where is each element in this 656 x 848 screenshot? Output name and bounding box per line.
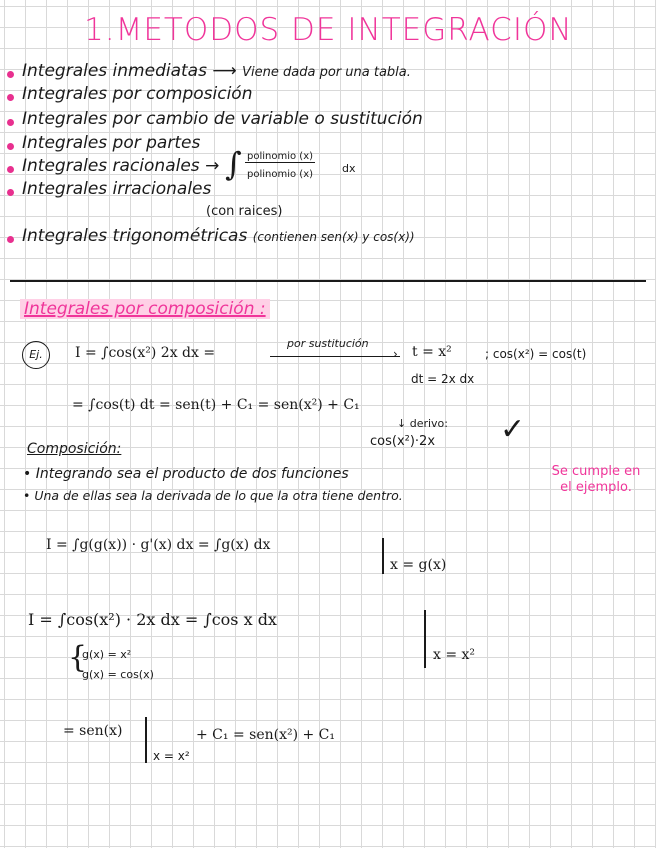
down-arrow-icon: ↓: [397, 417, 410, 430]
list-item-inmediatas: [22, 61, 411, 81]
bullet-dot: [7, 143, 14, 150]
section-title: Integrales por composición :: [20, 299, 270, 319]
arrow-icon: →: [205, 156, 220, 176]
dx-label: dx: [342, 162, 356, 175]
list-item-note: (con raices): [206, 204, 283, 219]
list-item-racionales: [22, 156, 219, 176]
final-left: = sen(x): [63, 723, 123, 739]
formula-left: I = ∫g(g(x)) · g'(x) dx = ∫g(x) dx: [46, 537, 271, 553]
brace-icon: {: [68, 640, 88, 675]
fraction-denominator: polinomio (x): [247, 169, 314, 180]
g-def-2: g(x) = cos(x): [82, 668, 154, 681]
list-item-note: (contienen sen(x) y cos(x)): [252, 230, 415, 244]
eval-bar: [382, 538, 384, 574]
worked-left: I = ∫cos(x²) · 2x dx = ∫cos x dx: [28, 610, 277, 629]
list-item-trigonometricas: [22, 226, 415, 246]
bullet-dot: •: [23, 488, 35, 503]
long-arrow: [270, 356, 400, 357]
bullet-dot: [7, 236, 14, 243]
bullet-dot: [7, 71, 14, 78]
final-right: + C₁ = sen(x²) + C₁: [196, 727, 336, 743]
example-badge: Ej.: [22, 341, 50, 369]
bullet-dot: [7, 166, 14, 173]
list-item-sustitucion: [22, 109, 423, 129]
sub-cos: ; cos(x²) = cos(t): [485, 347, 587, 361]
eval-bar: [145, 717, 147, 763]
list-item-label: Integrales por partes: [22, 133, 201, 153]
composicion-note: Se cumple en el ejemplo.: [551, 464, 641, 495]
list-item-composicion: [22, 84, 252, 104]
integral-sign: ∫: [225, 145, 242, 183]
list-item-partes: [22, 133, 200, 153]
bullet-dot: [7, 189, 14, 196]
final-eval: x = x²: [153, 749, 190, 763]
example-line1: I = ∫cos(x²) 2x dx =: [75, 345, 216, 361]
list-item-label: Integrales inmediatas: [22, 61, 207, 81]
list-item-label: Integrales por cambio de variable o sustitución: [22, 109, 423, 129]
derivo-label: ↓ derivo:: [397, 417, 448, 430]
list-item-label: Integrales por composición: [22, 84, 253, 104]
list-item-irracionales: [22, 179, 211, 199]
derivo-result: cos(x²)·2x: [370, 434, 436, 449]
list-item-note: Viene dada por una tabla.: [242, 65, 411, 80]
composicion-bullet-2: • Una de ellas sea la derivada de lo que la otra tiene dentro.: [23, 488, 403, 503]
racional-fraction: [245, 151, 315, 180]
sub-dt: dt = 2x dx: [411, 372, 475, 386]
list-item-label: Integrales irracionales: [22, 179, 212, 199]
bullet-dot: [7, 119, 14, 126]
arrow-label: por sustitución: [287, 337, 369, 350]
composicion-bullet-1: • Integrando sea el producto de dos funciones: [23, 466, 349, 482]
page-title: 1.METODOS DE INTEGRACIÓN: [84, 12, 573, 48]
composicion-heading: Composición:: [27, 441, 122, 457]
arrow-icon: ⟶: [212, 61, 243, 81]
g-def-1: g(x) = x²: [82, 648, 132, 661]
formula-eval: x = g(x): [390, 557, 447, 573]
check-icon: ✓: [500, 412, 526, 447]
worked-eval: x = x²: [433, 647, 476, 663]
arrow-head-icon: ›: [393, 347, 398, 361]
bullet-dot: [7, 94, 14, 101]
fraction-numerator: polinomio (x): [247, 151, 314, 162]
section-divider: [10, 280, 646, 282]
list-item-label: Integrales racionales: [22, 156, 200, 176]
eval-bar: [424, 610, 426, 668]
list-item-label: Integrales trigonométricas: [22, 226, 248, 246]
sub-t: t = x²: [412, 344, 452, 360]
example-line2: = ∫cos(t) dt = sen(t) + C₁ = sen(x²) + C₁: [72, 397, 360, 413]
bullet-dot: •: [23, 466, 36, 482]
